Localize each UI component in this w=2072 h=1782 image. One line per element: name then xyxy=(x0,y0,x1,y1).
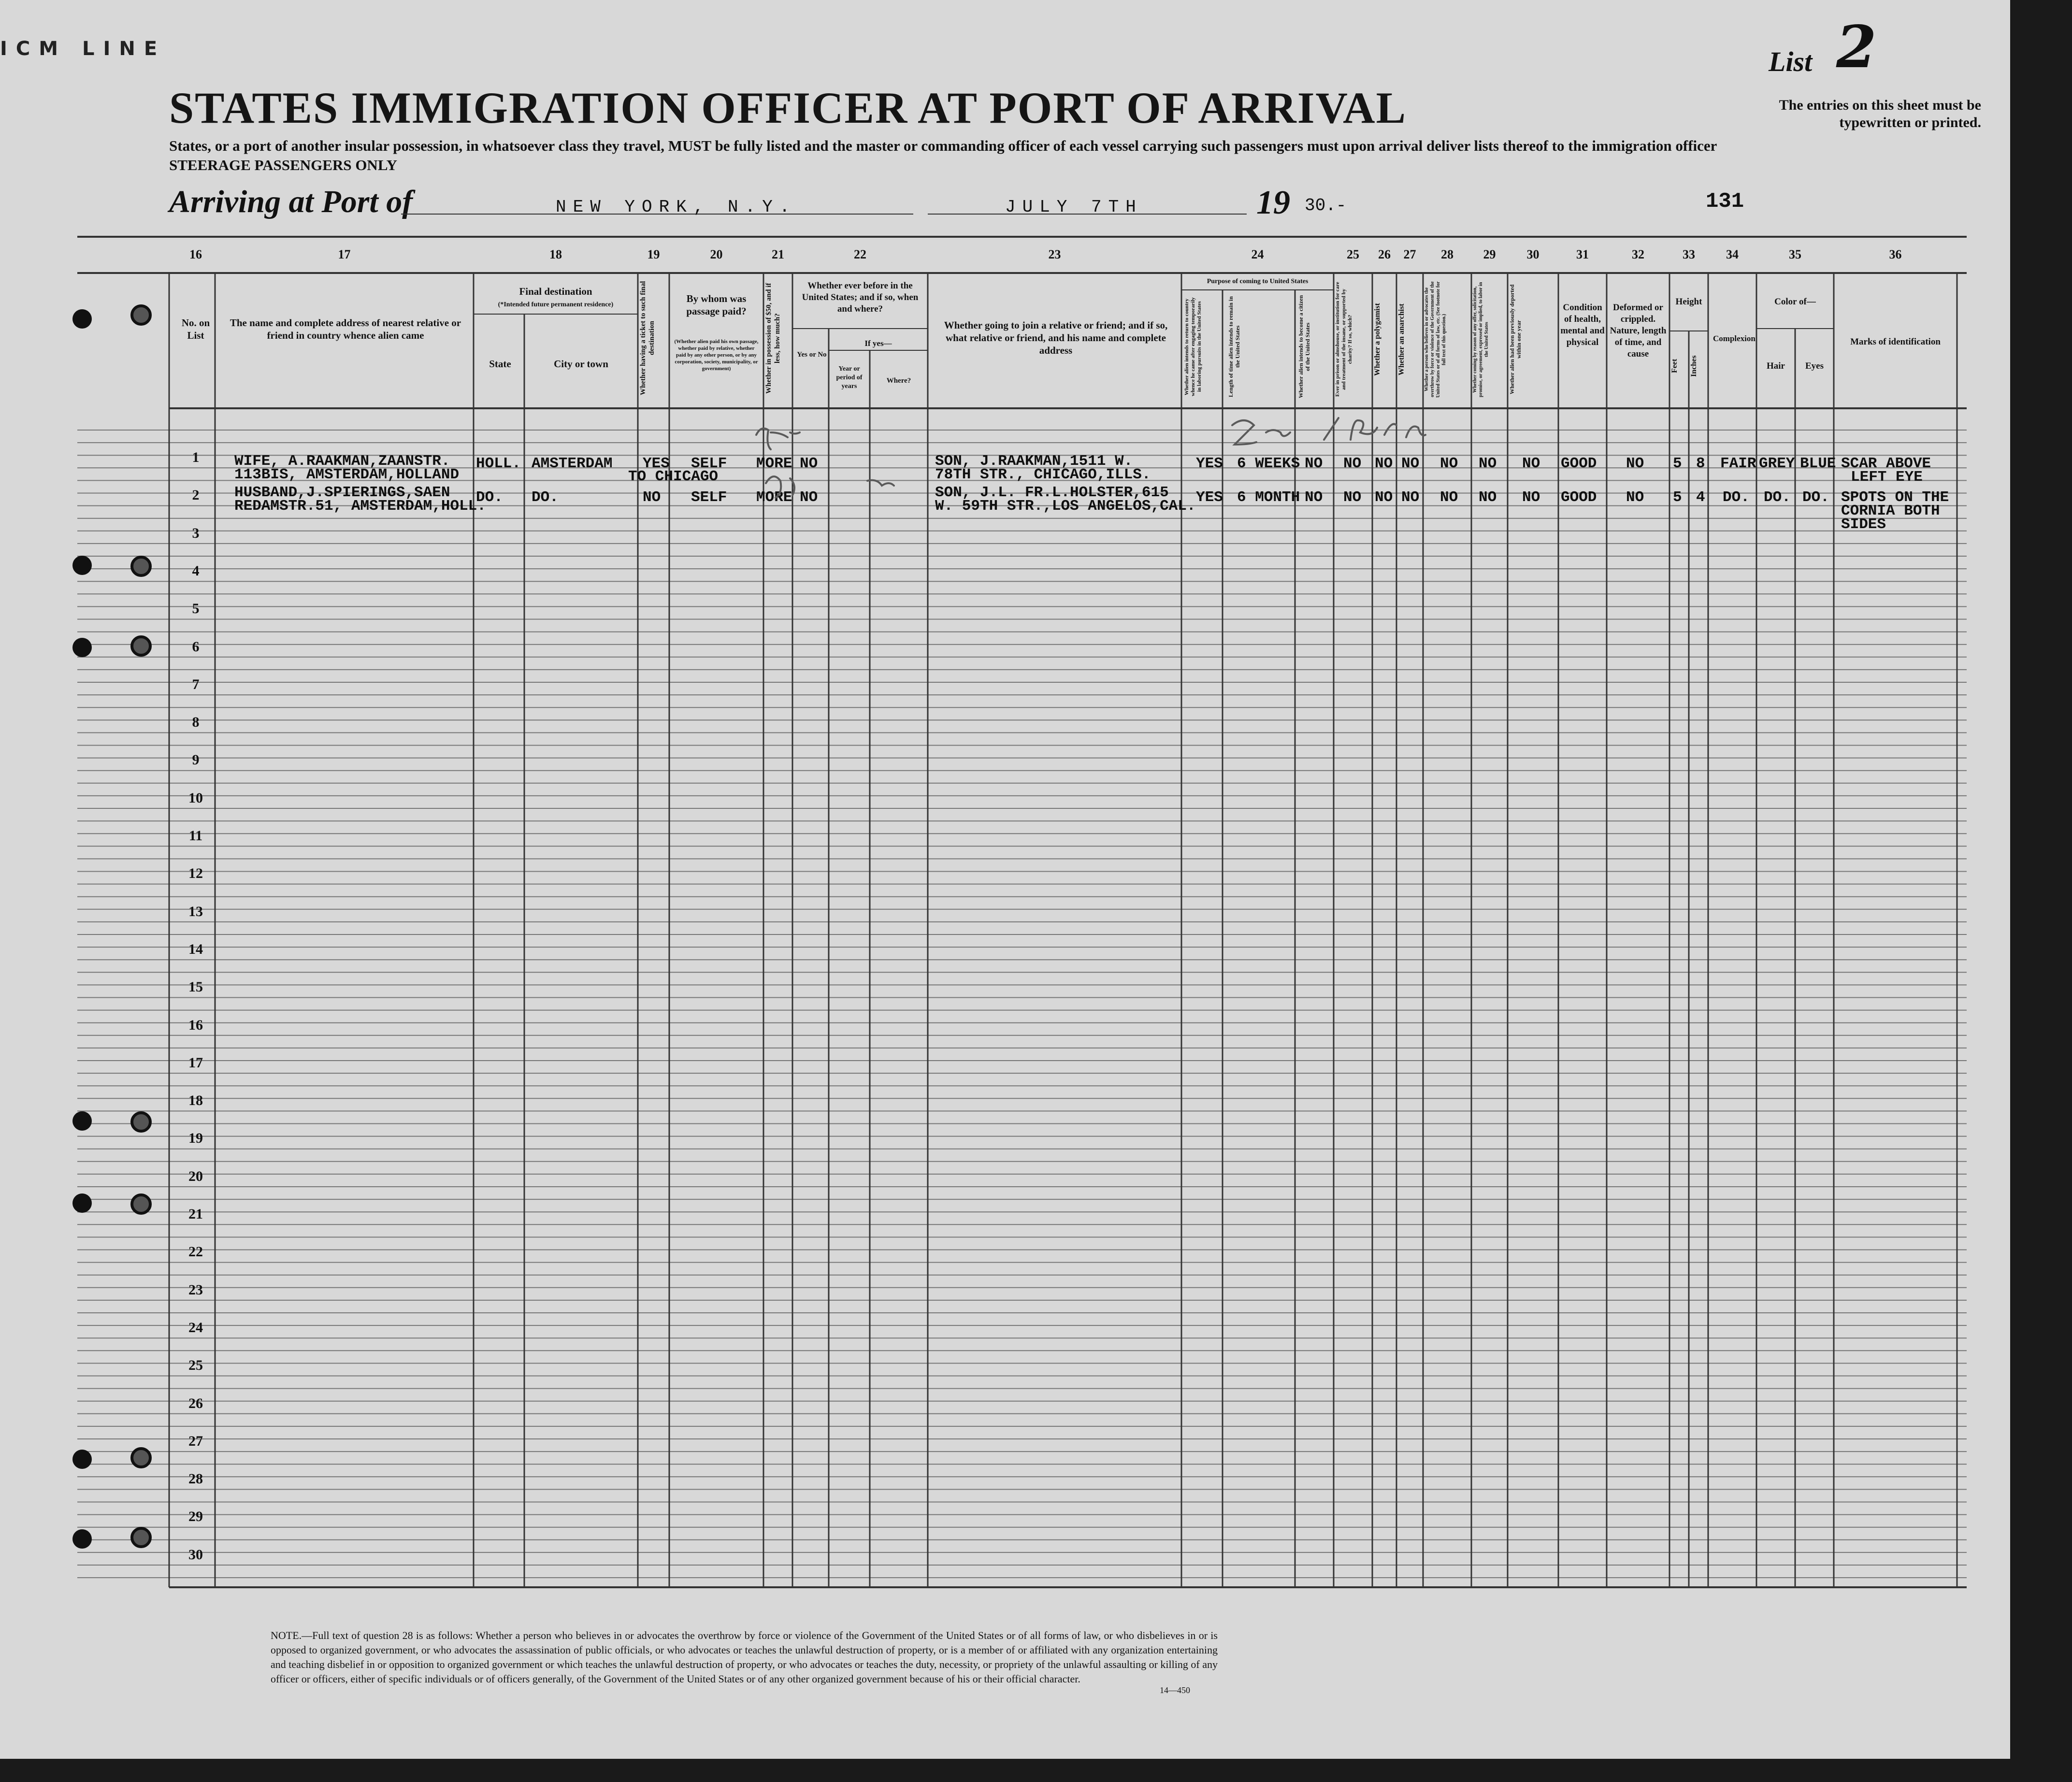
col-num-20: 20 xyxy=(710,247,723,261)
punch-hole xyxy=(130,1111,152,1133)
col-num-30: 30 xyxy=(1526,247,1540,261)
hdr-inches: Inches xyxy=(1690,355,1698,377)
join-line-2: W. 59TH STR.,LOS ANGELOS,CAL. xyxy=(935,498,1196,515)
join-line-2: 78TH STR., CHICAGO,ILLS. xyxy=(935,466,1151,483)
instructions-line-1: States, or a port of another insular possession, in whatsoever class they travel, MUST be fully listed and the master or commanding officer of each vessel carrying such passengers must upon arrival deliver lists thereof to the immigration officer xyxy=(169,137,1717,154)
punch-hole xyxy=(130,1447,152,1468)
return: YES xyxy=(1196,489,1223,506)
hdr-feet: Feet xyxy=(1670,359,1679,374)
paid-by: SELF xyxy=(691,455,727,472)
citizen: NO xyxy=(1305,455,1323,472)
deformed: NO xyxy=(1626,489,1644,506)
row-number: 7 xyxy=(192,676,200,692)
hdr-nearest-relative: The name and complete address of nearest relative or friend in country whence alien came xyxy=(230,317,461,341)
row-number: 12 xyxy=(188,865,203,882)
health: GOOD xyxy=(1561,489,1597,506)
hdr-return: Whether alien intends to return to country whence he came after engaging temporarily in laboring pursuits in the United States xyxy=(1184,297,1202,396)
offer: NO xyxy=(1479,455,1497,472)
col-num-32: 32 xyxy=(1632,247,1644,261)
row-number: 24 xyxy=(188,1319,203,1336)
length: 6 MONTH xyxy=(1237,489,1300,506)
col-num-27: 27 xyxy=(1403,247,1416,261)
row-number: 10 xyxy=(188,790,203,806)
row-number: 5 xyxy=(192,601,200,617)
marks-line-2: CORNIA BOTH xyxy=(1841,503,1940,519)
hdr-city: City or town xyxy=(554,358,608,370)
year-suffix: 30.- xyxy=(1305,196,1347,216)
punch-hole xyxy=(130,1527,152,1548)
prison: NO xyxy=(1343,455,1362,472)
col-num-25: 25 xyxy=(1347,247,1359,261)
row-number: 17 xyxy=(188,1054,203,1071)
marks-line-3: SIDES xyxy=(1841,516,1886,533)
overthrow: NO xyxy=(1440,455,1458,472)
hdr-money: Whether in possession of $50, and if less, how much? xyxy=(765,283,781,394)
col-num-24: 24 xyxy=(1251,247,1264,261)
money: MORE xyxy=(756,455,792,472)
prison: NO xyxy=(1343,489,1362,506)
page-title: STATES IMMIGRATION OFFICER AT PORT OF ARRIVAL xyxy=(169,83,1407,132)
return: YES xyxy=(1196,455,1223,472)
col-num-18: 18 xyxy=(549,247,562,261)
hdr-offer: Whether coming by reason of any offer, solicitation, promise, or agreement, expressed or implied, to labor in the United States xyxy=(1472,282,1489,397)
punch-hole xyxy=(130,1193,152,1215)
hdr-marks: Marks of identification xyxy=(1850,337,1941,347)
line-name-label: ICM LINE xyxy=(0,38,166,60)
hdr-where: Where? xyxy=(886,377,911,385)
inches: 4 xyxy=(1696,489,1705,506)
col-num-26: 26 xyxy=(1378,247,1391,261)
hdr-final-destination: Final destination xyxy=(519,286,592,297)
row-number: 30 xyxy=(188,1546,203,1563)
punch-hole xyxy=(72,1193,92,1213)
col-num-28: 28 xyxy=(1441,247,1453,261)
relative-line-2: 113BIS, AMSTERDAM,HOLLAND xyxy=(234,466,460,483)
row-number: 9 xyxy=(192,752,200,768)
hdr-deformed: Deformed or crippled. Nature, length of time, and cause xyxy=(1610,302,1667,359)
punch-hole xyxy=(72,556,92,575)
row-number: 1 xyxy=(192,449,200,465)
hdr-paid-by: By whom was passage paid? xyxy=(686,293,747,317)
arriving-label: Arriving at Port of xyxy=(169,184,413,219)
row-number: 18 xyxy=(188,1092,203,1109)
marks-line-1: SCAR ABOVE xyxy=(1841,455,1931,472)
complexion: FAIR xyxy=(1720,455,1756,472)
health: GOOD xyxy=(1561,455,1597,472)
polygamist: NO xyxy=(1375,455,1393,472)
list-label: List xyxy=(1769,46,1813,77)
before-us: NO xyxy=(800,455,818,472)
feet: 5 xyxy=(1673,489,1682,506)
length: 6 WEEKS xyxy=(1237,455,1300,472)
row-number: 3 xyxy=(192,525,200,541)
hdr-deported: Whether alien had been previously deported within one year xyxy=(1509,284,1522,395)
overthrow: NO xyxy=(1440,489,1458,506)
col-num-36: 36 xyxy=(1889,247,1902,261)
punch-hole xyxy=(130,635,152,657)
row-number: 8 xyxy=(192,714,200,731)
row-number: 16 xyxy=(188,1017,203,1033)
col-num-19: 19 xyxy=(647,247,660,261)
punch-hole xyxy=(72,638,92,657)
dest-state: HOLL. xyxy=(476,455,521,472)
hdr-length: Length of time alien intends to remain in the United States xyxy=(1227,296,1241,397)
row-number: 19 xyxy=(188,1130,203,1147)
punch-hole xyxy=(130,556,152,577)
hdr-year: Year or period of years xyxy=(836,365,863,390)
offer: NO xyxy=(1479,489,1497,506)
dest-state: DO. xyxy=(476,489,503,506)
hdr-anarchist: Whether an anarchist xyxy=(1397,303,1406,375)
marks-line-1: SPOTS ON THE xyxy=(1841,489,1949,506)
col-num-35: 35 xyxy=(1789,247,1801,261)
row-number: 15 xyxy=(188,979,203,995)
hdr-color-of: Color of— xyxy=(1774,297,1816,307)
instructions-line-2: STEERAGE PASSENGERS ONLY xyxy=(169,157,398,173)
hdr-eyes: Eyes xyxy=(1805,361,1824,371)
hdr-citizen: Whether alien intends to become a citizen of the United States xyxy=(1297,295,1311,399)
col-num-29: 29 xyxy=(1483,247,1496,261)
port-value: NEW YORK, N.Y. xyxy=(556,197,797,217)
row-number: 28 xyxy=(188,1471,203,1487)
col-num-33: 33 xyxy=(1683,247,1695,261)
citizen: NO xyxy=(1305,489,1323,506)
relative-line-2: REDAMSTR.51, AMSTERDAM,HOLL. xyxy=(234,498,486,515)
hdr-yes-no: Yes or No xyxy=(797,351,827,359)
col-num-17: 17 xyxy=(338,247,351,261)
row-number: 6 xyxy=(192,638,200,655)
row-number: 11 xyxy=(188,828,203,844)
hdr-state: State xyxy=(489,358,511,370)
complexion: DO. xyxy=(1723,489,1750,506)
row-number: 25 xyxy=(188,1357,203,1374)
deported: NO xyxy=(1522,455,1540,472)
money: MORE xyxy=(756,489,792,506)
feet: 5 xyxy=(1673,455,1682,472)
row-number: 26 xyxy=(188,1395,203,1411)
row-number: 2 xyxy=(192,487,200,503)
join-line-1: SON, J.RAAKMAN,1511 W. xyxy=(935,453,1133,470)
hdr-prison: Ever in prison or almshouse, or institution for care and treatment of the insane, or supported by charity? If so, which? xyxy=(1335,282,1353,397)
col-num-34: 34 xyxy=(1726,247,1739,261)
hdr-join-relative: Whether going to join a relative or friend; and if so, what relative or friend, and his name and complete address xyxy=(944,319,1168,356)
col-num-16: 16 xyxy=(189,247,202,261)
form-reference: 14—450 xyxy=(1160,1685,1190,1695)
marks-line-2: LEFT EYE xyxy=(1851,469,1923,486)
hair: GREY xyxy=(1759,455,1795,472)
hdr-ticket: Whether having a ticket to such final destination xyxy=(639,281,656,396)
row-number: 13 xyxy=(188,903,203,920)
list-number: 2 xyxy=(1836,13,1877,81)
page-number: 131 xyxy=(1706,189,1744,214)
punch-hole xyxy=(72,1450,92,1469)
footnote: NOTE.—Full text of question 28 is as follows: Whether a person who believes in or advocates the overthrow by force or violence of the Government of the United States or of all forms of law, or who disbelieves in or is opposed to organized government, or who advocates the assassination of public officials, or who advocates or teaches the unlawful destruction of property, or is a member of or affiliated with any organization entertaining and teaching disbelief in or opposition to organized government or which teaches the unlawful destruction of property, or who advocates or teaches the duty, necessity, or propriety of the unlawful assaulting or killing of any officer or officers, either of specific individuals or of officers generally, of the Government of the United States or of any other organized government because of his or their official character. xyxy=(271,1629,1218,1685)
punch-hole xyxy=(72,309,92,329)
date-value: JULY 7TH xyxy=(1005,197,1143,217)
row-number: 29 xyxy=(188,1509,203,1525)
row-number: 4 xyxy=(192,562,200,579)
row-number: 20 xyxy=(188,1168,203,1184)
join-line-1: SON, J.L. FR.L.HOLSTER,615 xyxy=(935,484,1169,501)
eyes: DO. xyxy=(1802,489,1829,506)
row-number: 14 xyxy=(188,941,203,957)
punch-hole xyxy=(72,1529,92,1549)
anarchist: NO xyxy=(1401,455,1420,472)
hdr-paid-by-sub: (Whether alien paid his own passage, whether paid by relative, whether paid by any other person, or by any corporation, society, municipality, or government) xyxy=(674,339,759,372)
dest-city: AMSTERDAM xyxy=(532,455,613,472)
deported: NO xyxy=(1522,489,1540,506)
list-note: The entries on this sheet must be typewritten or printed. xyxy=(1779,97,1981,130)
hdr-hair: Hair xyxy=(1767,361,1785,371)
hdr-complexion: Complexion xyxy=(1713,334,1755,343)
hdr-purpose: Purpose of coming to United States xyxy=(1207,278,1309,285)
eyes: BLUE xyxy=(1800,455,1836,472)
polygamist: NO xyxy=(1375,489,1393,506)
relative-line-1: WIFE, A.RAAKMAN,ZAANSTR. xyxy=(234,453,450,470)
dest-city: DO. xyxy=(532,489,559,506)
hdr-final-destination-sub: (*Intended future permanent residence) xyxy=(498,301,614,308)
before-us: NO xyxy=(800,489,818,506)
punch-hole xyxy=(72,1111,92,1131)
deformed: NO xyxy=(1626,455,1644,472)
punch-hole xyxy=(130,304,152,326)
hdr-no-on-list: No. on List xyxy=(181,317,210,341)
hair: DO. xyxy=(1764,489,1791,506)
hdr-overthrow: Whether a person who believes in or advocates the overthrow by force or violence of the Government of the United States or of all forms of law, etc. (See footnote for full text of this question.) xyxy=(1424,281,1447,398)
year-prefix: 19 xyxy=(1256,184,1290,221)
col-num-22: 22 xyxy=(854,247,866,261)
hdr-height: Height xyxy=(1675,297,1702,307)
hdr-polygamist: Whether a polygamist xyxy=(1373,303,1381,376)
col-num-23: 23 xyxy=(1048,247,1061,261)
ticket: YES xyxy=(643,455,670,472)
inches: 8 xyxy=(1696,455,1705,472)
col-num-21: 21 xyxy=(772,247,784,261)
relative-line-1: HUSBAND,J.SPIERINGS,SAEN xyxy=(234,484,450,501)
col-num-31: 31 xyxy=(1576,247,1589,261)
hdr-if-yes: If yes— xyxy=(864,339,892,348)
ticket: NO xyxy=(643,489,661,506)
paid-by: SELF xyxy=(691,489,727,506)
hdr-health: Condition of health, mental and physical xyxy=(1560,302,1605,347)
ticket-note: TO CHICAGO xyxy=(628,468,719,485)
hdr-before-us: Whether ever before in the United States; and if so, when and where? xyxy=(802,281,919,314)
row-number: 23 xyxy=(188,1281,203,1298)
anarchist: NO xyxy=(1401,489,1420,506)
row-number: 21 xyxy=(188,1206,203,1222)
row-number: 27 xyxy=(188,1433,203,1449)
row-number: 22 xyxy=(188,1244,203,1260)
